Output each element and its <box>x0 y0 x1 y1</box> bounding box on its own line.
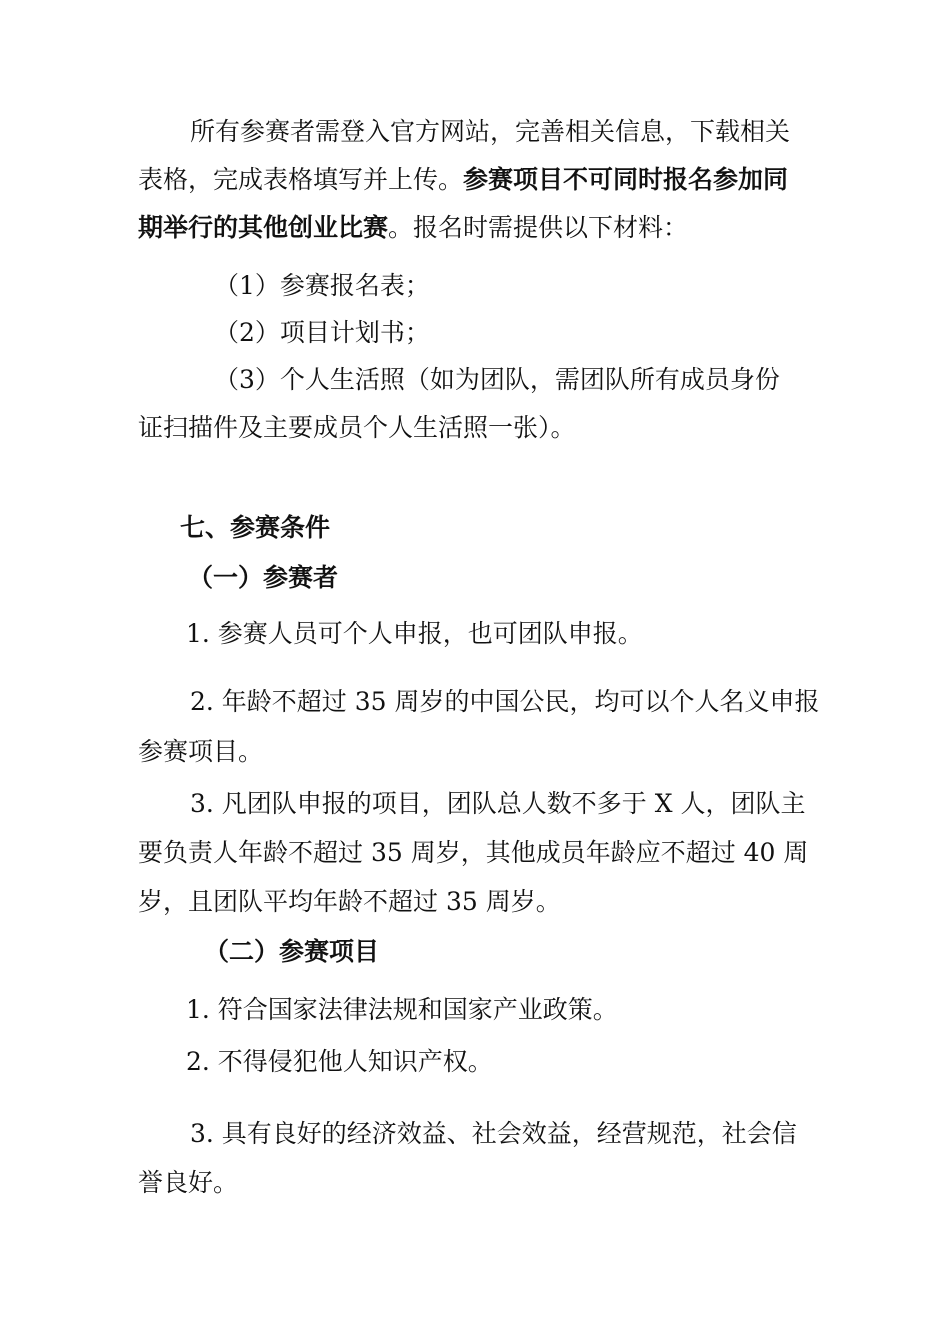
intro-line-2-normal: 表格，完成表格填写并上传。 <box>138 165 464 194</box>
participant-item-2-line-2: 参赛项目。 <box>138 737 264 766</box>
subsection-2-heading: （二）参赛项目 <box>204 937 380 966</box>
intro-line-2 <box>138 158 818 202</box>
material-3 <box>138 358 894 402</box>
material-3-text: 个人生活照（如为团队，需团队所有成员身份 <box>279 365 780 394</box>
intro-line-3-normal: 。报名时需提供以下材料： <box>388 213 689 242</box>
participant-item-1: 1. 参赛人员可个人申报，也可团队申报。 <box>186 619 643 648</box>
participant-item-2-line-1: 2. 年龄不超过 35 周岁的中国公民，均可以个人名义申报 <box>190 687 820 716</box>
intro-line-2-bold: 参赛项目不可同时报名参加同 <box>463 165 789 194</box>
project-item-2: 2. 不得侵犯他人知识产权。 <box>186 1047 493 1076</box>
material-3-number: （3） <box>214 365 280 394</box>
material-2-text: 项目计划书； <box>279 318 430 347</box>
intro-line-1: 所有参赛者需登入官方网站，完善相关信息，下载相关 <box>190 117 791 146</box>
material-1 <box>138 264 894 308</box>
subsection-1-heading: （一）参赛者 <box>188 563 339 592</box>
participant-item-3-line-3: 岁，且团队平均年龄不超过 35 周岁。 <box>138 887 561 916</box>
material-2 <box>138 311 894 355</box>
material-1-number: （1） <box>214 271 280 300</box>
intro-line-3 <box>138 206 818 250</box>
participant-item-3-line-2: 要负责人年龄不超过 35 周岁，其他成员年龄应不超过 40 周 <box>138 838 809 867</box>
project-item-1: 1. 符合国家法律法规和国家产业政策。 <box>186 995 618 1024</box>
material-1-text: 报名表； <box>329 271 430 300</box>
material-3-line-2: 证扫描件及主要成员个人生活照一张）。 <box>138 413 576 442</box>
participant-item-3-line-1: 3. 凡团队申报的项目，团队总人数不多于 X 人，团队主 <box>190 789 806 818</box>
section-7-heading: 七、参赛条件 <box>180 513 331 542</box>
project-item-3-line-2: 誉良好。 <box>138 1168 239 1197</box>
material-2-number: （2） <box>214 318 280 347</box>
intro-line-3-bold: 期举行的其他创业比赛 <box>138 213 389 242</box>
material-1-bold: 参赛 <box>279 271 330 300</box>
project-item-3-line-1: 3. 具有良好的经济效益、社会效益，经营规范，社会信 <box>190 1119 797 1148</box>
